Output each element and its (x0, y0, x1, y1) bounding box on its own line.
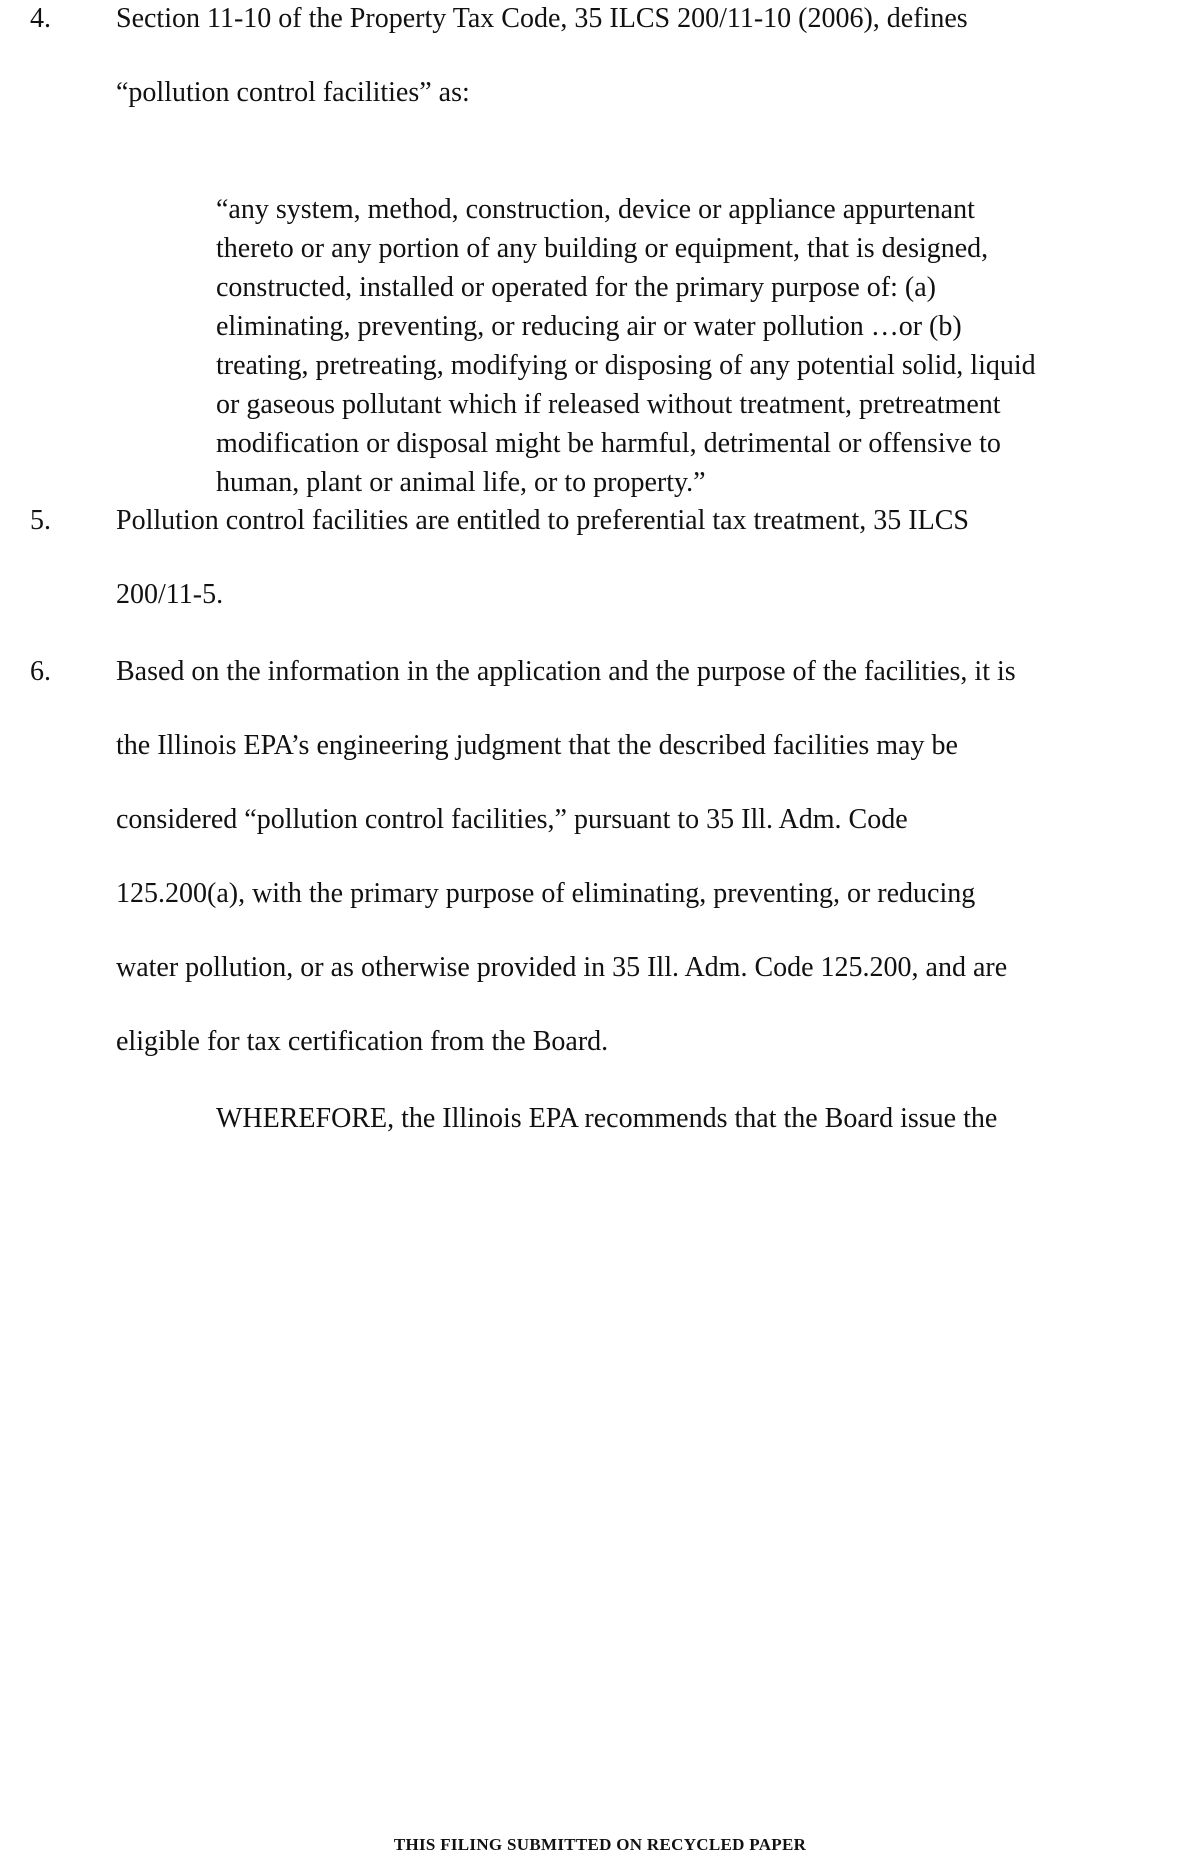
quote-line: eliminating, preventing, or reducing air or water pollution …or (b) (216, 311, 962, 342)
text-line: 125.200(a), with the primary purpose of eliminating, preventing, or reducing (116, 878, 976, 909)
text-line: the Illinois EPA’s engineering judgment that the described facilities may be (116, 730, 958, 761)
quote-line: modification or disposal might be harmful, detrimental or offensive to (216, 428, 1001, 459)
quote-line: treating, pretreating, modifying or disposing of any potential solid, liquid (216, 350, 1036, 381)
text-line: “pollution control facilities” as: (116, 77, 470, 108)
quote-line: human, plant or animal life, or to property.” (216, 467, 706, 498)
text-line: 200/11-5. (116, 579, 224, 610)
text-line: eligible for tax certification from the Board. (116, 1026, 609, 1057)
block-quote (216, 190, 1196, 502)
paragraph-number: 4. (30, 3, 51, 34)
wherefore-clause: WHEREFORE, the Illinois EPA recommends that the Board issue the (216, 1103, 998, 1134)
paragraph-text (116, 0, 1156, 130)
quote-line: “any system, method, construction, device or appliance appurtenant (216, 194, 975, 225)
paragraph-text (116, 484, 1156, 632)
text-line: considered “pollution control facilities,” pursuant to 35 Ill. Adm. Code (116, 804, 908, 835)
text-line: Section 11-10 of the Property Tax Code, 35 ILCS 200/11-10 (2006), defines (116, 3, 968, 34)
paragraph-number: 6. (30, 656, 51, 687)
quote-line: constructed, installed or operated for the primary purpose of: (a) (216, 272, 936, 303)
recycled-paper-footer: THIS FILING SUBMITTED ON RECYCLED PAPER (393, 1835, 807, 1854)
quote-line: thereto or any portion of any building or equipment, that is designed, (216, 233, 989, 264)
text-line: Pollution control facilities are entitled to preferential tax treatment, 35 ILCS (116, 505, 969, 536)
paragraph-text (116, 635, 1156, 1079)
text-line: Based on the information in the application and the purpose of the facilities, it is (116, 656, 1016, 687)
text-line: water pollution, or as otherwise provided in 35 Ill. Adm. Code 125.200, and are (116, 952, 1008, 983)
quote-line: or gaseous pollutant which if released without treatment, pretreatment (216, 389, 1001, 420)
paragraph-number: 5. (30, 505, 51, 536)
